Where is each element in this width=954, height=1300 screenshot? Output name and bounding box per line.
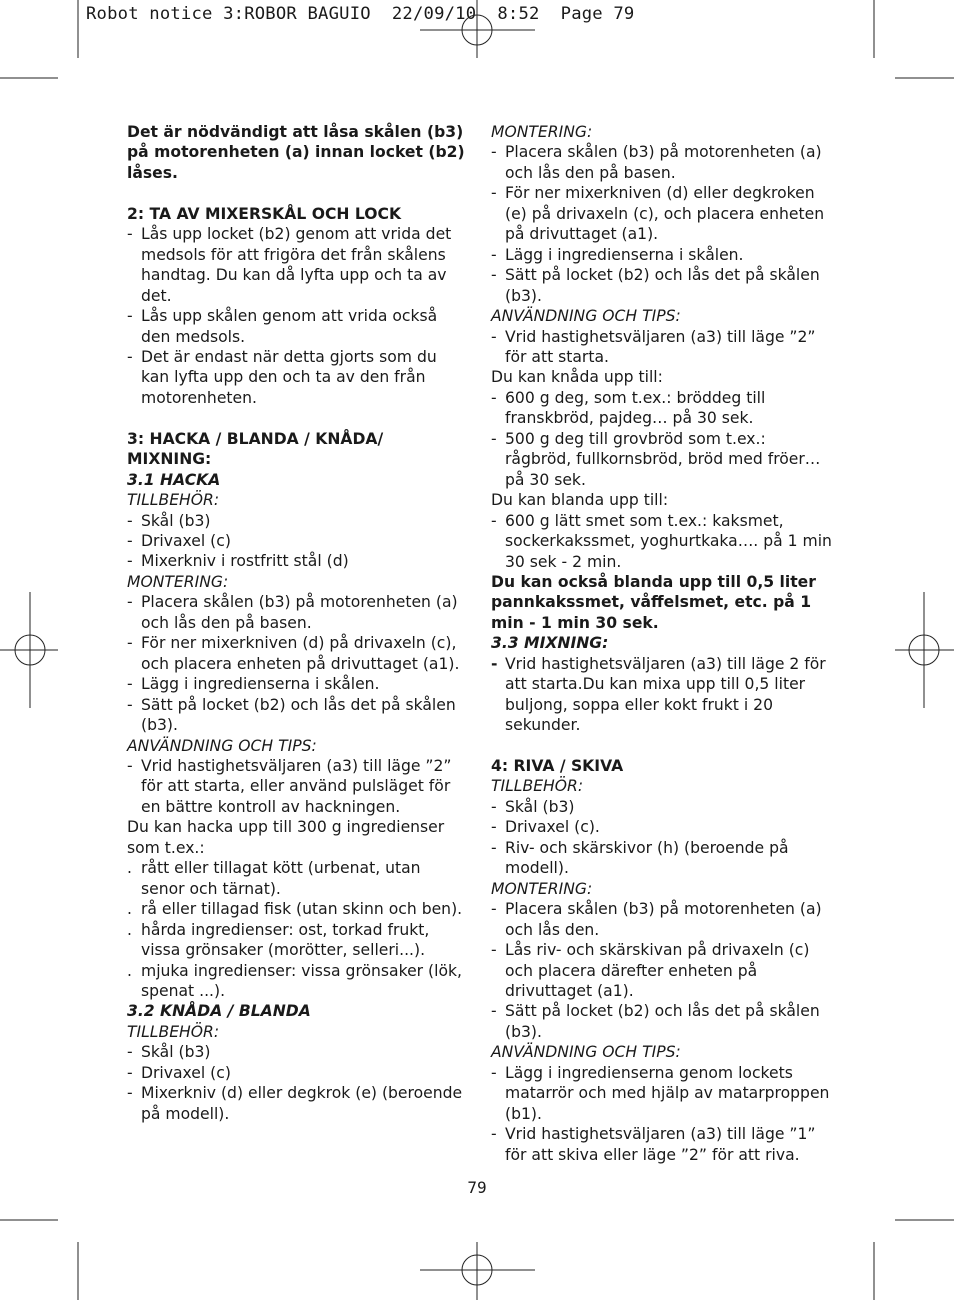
italic-label: MONTERING: xyxy=(491,879,593,898)
paragraph-spacer xyxy=(127,408,467,428)
list-item-text: Det är endast när detta gjorts som du kan lyfta upp den och ta av den från motorenheten. xyxy=(141,347,437,407)
list-item-text: Lägg i ingredienserna i skålen. xyxy=(141,675,380,694)
list-item xyxy=(127,899,467,919)
list-item-text: Placera skålen (b3) på motorenheten (a) och lås den på basen. xyxy=(141,593,458,632)
list-marker: - xyxy=(127,552,133,571)
list-marker: - xyxy=(491,388,497,407)
list-item-text: hårda ingredienser: ost, torkad frukt, vissa grönsaker (morötter, selleri...). xyxy=(141,920,430,960)
bold-paragraph: Det är nödvändigt att låsa skålen (b3) på motorenheten (a) innan locket (b2) låses. xyxy=(127,123,465,182)
list-item xyxy=(127,674,467,694)
list-marker: - xyxy=(127,695,133,714)
italic-label: ANVÄNDNING OCH TIPS: xyxy=(491,1043,681,1062)
list-item-text: Mixerkniv i rostfritt stål (d) xyxy=(141,552,349,571)
list-marker: - xyxy=(127,634,133,653)
list-marker: - xyxy=(491,838,497,857)
list-item xyxy=(491,265,836,306)
list-marker: - xyxy=(127,757,133,776)
list-item xyxy=(127,347,467,408)
page-number: 79 xyxy=(467,1178,487,1197)
list-marker: - xyxy=(127,307,133,326)
list-marker: - xyxy=(491,327,497,346)
list-marker: . xyxy=(127,961,132,980)
list-item xyxy=(491,797,836,817)
list-item xyxy=(491,1063,836,1124)
list-marker: - xyxy=(127,347,133,366)
list-marker: - xyxy=(491,1002,497,1021)
registration-mark-bottom xyxy=(420,1242,535,1300)
list-item-text: Sätt på locket (b2) och lås det på skålen (b3). xyxy=(505,1002,820,1041)
list-item xyxy=(127,1063,467,1083)
list-item-text: Vrid hastighetsväljaren (a3) till läge ”2” för att starta. xyxy=(505,327,816,366)
list-item xyxy=(491,142,836,183)
paragraph-spacer xyxy=(491,736,836,756)
list-marker: - xyxy=(127,225,133,244)
list-item xyxy=(127,695,467,736)
print-slug-header: Robot notice 3:ROBOR BAGUIO 22/09/10 8:52 Page 79 xyxy=(86,4,635,24)
list-item-text: Riv- och skärskivor (h) (beroende på modell). xyxy=(505,838,789,878)
list-item xyxy=(127,224,467,306)
list-marker: - xyxy=(491,266,497,285)
list-item-text: För ner mixerkniven (d) på drivaxeln (c), och placera enheten på drivuttaget (a1). xyxy=(141,634,460,673)
list-item-text: Skål (b3) xyxy=(141,1043,211,1062)
list-item-text: mjuka ingredienser: vissa grönsaker (lök, spenat ...). xyxy=(141,961,462,1000)
list-item xyxy=(127,592,467,633)
italic-label: ANVÄNDNING OCH TIPS: xyxy=(127,736,317,755)
subsection-heading: 3.3 MIXNING: xyxy=(491,634,609,653)
list-marker: . xyxy=(127,900,132,919)
list-item-text: Lås upp skålen genom att vrida också den medsols. xyxy=(141,307,438,346)
list-item-text: Skål (b3) xyxy=(505,797,575,816)
list-marker: - xyxy=(491,143,497,162)
list-item-text: Lägg i ingredienserna genom lockets matarrör och med hjälp av matarproppen (b1). xyxy=(505,1063,830,1123)
list-item-text: Skål (b3) xyxy=(141,511,211,530)
list-item xyxy=(491,654,836,736)
list-item-text: Placera skålen (b3) på motorenheten (a) och lås den på basen. xyxy=(505,143,822,182)
list-marker: - xyxy=(491,1063,497,1082)
list-item xyxy=(127,511,467,531)
list-marker: - xyxy=(127,1084,133,1103)
list-item-text: Lås upp locket (b2) genom att vrida det medsols för att frigöra det från skålens handtag. Du kan då lyfta upp och ta av det. xyxy=(141,225,452,305)
italic-label: TILLBEHÖR: xyxy=(127,491,220,510)
bold-paragraph: 2: TA AV MIXERSKÅL OCH LOCK xyxy=(127,204,402,223)
list-marker: - xyxy=(491,429,497,448)
list-item xyxy=(491,511,836,572)
list-marker: - xyxy=(127,675,133,694)
list-item-text: rå eller tillagad fisk (utan skinn och ben). xyxy=(141,900,463,919)
bold-paragraph: Du kan också blanda upp till 0,5 liter pannkakssmet, våffelsmet, etc. på 1 min - 1 min 30 sek. xyxy=(491,572,816,632)
list-marker: - xyxy=(491,654,498,673)
list-item xyxy=(491,838,836,879)
list-marker: - xyxy=(127,593,133,612)
list-item xyxy=(127,1083,467,1124)
list-item-text: rått eller tillagat kött (urbenat, utan senor och tärnat). xyxy=(141,859,421,898)
bold-paragraph: 3: HACKA / BLANDA / KNÅDA/ MIXNING: xyxy=(127,429,384,469)
list-item xyxy=(127,551,467,571)
list-marker: - xyxy=(491,511,497,530)
list-item-text: Mixerkniv (d) eller degkrok (e) (beroende på modell). xyxy=(141,1084,463,1123)
list-item-text: Vrid hastighetsväljaren (a3) till läge ”1” för att skiva eller läge ”2” för att riva. xyxy=(505,1125,816,1164)
list-item xyxy=(491,183,836,244)
list-marker: - xyxy=(127,1063,133,1082)
list-item-text: Drivaxel (c) xyxy=(141,532,231,551)
registration-mark-top xyxy=(420,0,535,58)
list-item xyxy=(127,920,467,961)
list-item-text: 600 g deg, som t.ex.: bröddeg till franskbröd, pajdeg… på 30 sek. xyxy=(505,388,766,428)
list-item xyxy=(127,531,467,551)
paragraph-spacer xyxy=(127,183,467,203)
list-item-text: Sätt på locket (b2) och lås det på skålen (b3). xyxy=(505,266,820,305)
list-marker: - xyxy=(127,511,133,530)
list-item-text: 500 g deg till grovbröd som t.ex.: rågbröd, fullkornsbröd, bröd med fröer… på 30 sek. xyxy=(505,429,821,489)
list-item-text: För ner mixerkniven (d) eller degkroken (e) på drivaxeln (c), och placera enheten på drivuttaget (a1). xyxy=(505,184,825,244)
list-item-text: Lägg i ingredienserna i skålen. xyxy=(505,245,744,264)
registration-mark-right xyxy=(895,592,954,708)
list-marker: - xyxy=(491,818,497,837)
list-marker: - xyxy=(127,1043,133,1062)
list-marker: - xyxy=(491,941,497,960)
list-marker: - xyxy=(491,245,497,264)
paragraph: Du kan blanda upp till: xyxy=(491,491,669,510)
list-item xyxy=(491,429,836,490)
list-item xyxy=(491,1001,836,1042)
list-item-text: 600 g lätt smet som t.ex.: kaksmet, sockerkakssmet, yoghurtkaka…. på 1 min 30 sek - 2 min. xyxy=(505,511,832,571)
list-item xyxy=(491,817,836,837)
list-item xyxy=(491,327,836,368)
list-item-text: Sätt på locket (b2) och lås det på skålen (b3). xyxy=(141,695,456,735)
list-item xyxy=(127,858,467,899)
subsection-heading: 3.2 KNÅDA / BLANDA xyxy=(127,1002,311,1021)
italic-label: TILLBEHÖR: xyxy=(127,1022,220,1041)
list-marker: . xyxy=(127,859,132,878)
list-item-text: Drivaxel (c) xyxy=(141,1063,231,1082)
list-item xyxy=(491,940,836,1001)
list-item xyxy=(491,388,836,429)
italic-label: MONTERING: xyxy=(491,123,593,141)
list-marker: - xyxy=(491,1125,497,1144)
list-marker: - xyxy=(127,532,133,551)
registration-mark-left xyxy=(0,592,58,708)
list-item xyxy=(127,306,467,347)
bold-paragraph: 4: RIVA / SKIVA xyxy=(491,757,624,776)
italic-label: TILLBEHÖR: xyxy=(491,777,584,796)
list-item xyxy=(127,633,467,674)
list-item xyxy=(491,1124,836,1165)
list-item xyxy=(491,899,836,940)
list-item-text: Lås riv- och skärskivan på drivaxeln (c) och placera därefter enheten på drivuttaget (a1). xyxy=(505,941,810,1001)
list-item xyxy=(127,1042,467,1062)
paragraph: Du kan knåda upp till: xyxy=(491,368,663,387)
subsection-heading: 3.1 HACKA xyxy=(127,470,221,489)
paragraph: Du kan hacka upp till 300 g ingredienser som t.ex.: xyxy=(127,818,445,857)
italic-label: MONTERING: xyxy=(127,572,229,591)
list-item xyxy=(127,756,467,817)
list-item-text: Drivaxel (c). xyxy=(505,818,600,837)
right-column xyxy=(491,122,836,1165)
list-marker: . xyxy=(127,920,132,939)
list-item-text: Placera skålen (b3) på motorenheten (a) och lås den. xyxy=(505,900,822,939)
list-marker: - xyxy=(491,900,497,919)
list-item xyxy=(491,245,836,265)
list-item-text: Vrid hastighetsväljaren (a3) till läge 2 för att starta.Du kan mixa upp till 0,5 liter buljong, soppa eller kokt frukt i 20 sekunder. xyxy=(505,654,826,735)
list-item xyxy=(127,961,467,1002)
list-marker: - xyxy=(491,797,497,816)
list-marker: - xyxy=(491,184,497,203)
left-column xyxy=(127,122,467,1124)
italic-label: ANVÄNDNING OCH TIPS: xyxy=(491,307,681,326)
list-item-text: Vrid hastighetsväljaren (a3) till läge ”2” för att starta, eller använd pulsläget för en bättre kontroll av hackningen. xyxy=(141,757,452,816)
